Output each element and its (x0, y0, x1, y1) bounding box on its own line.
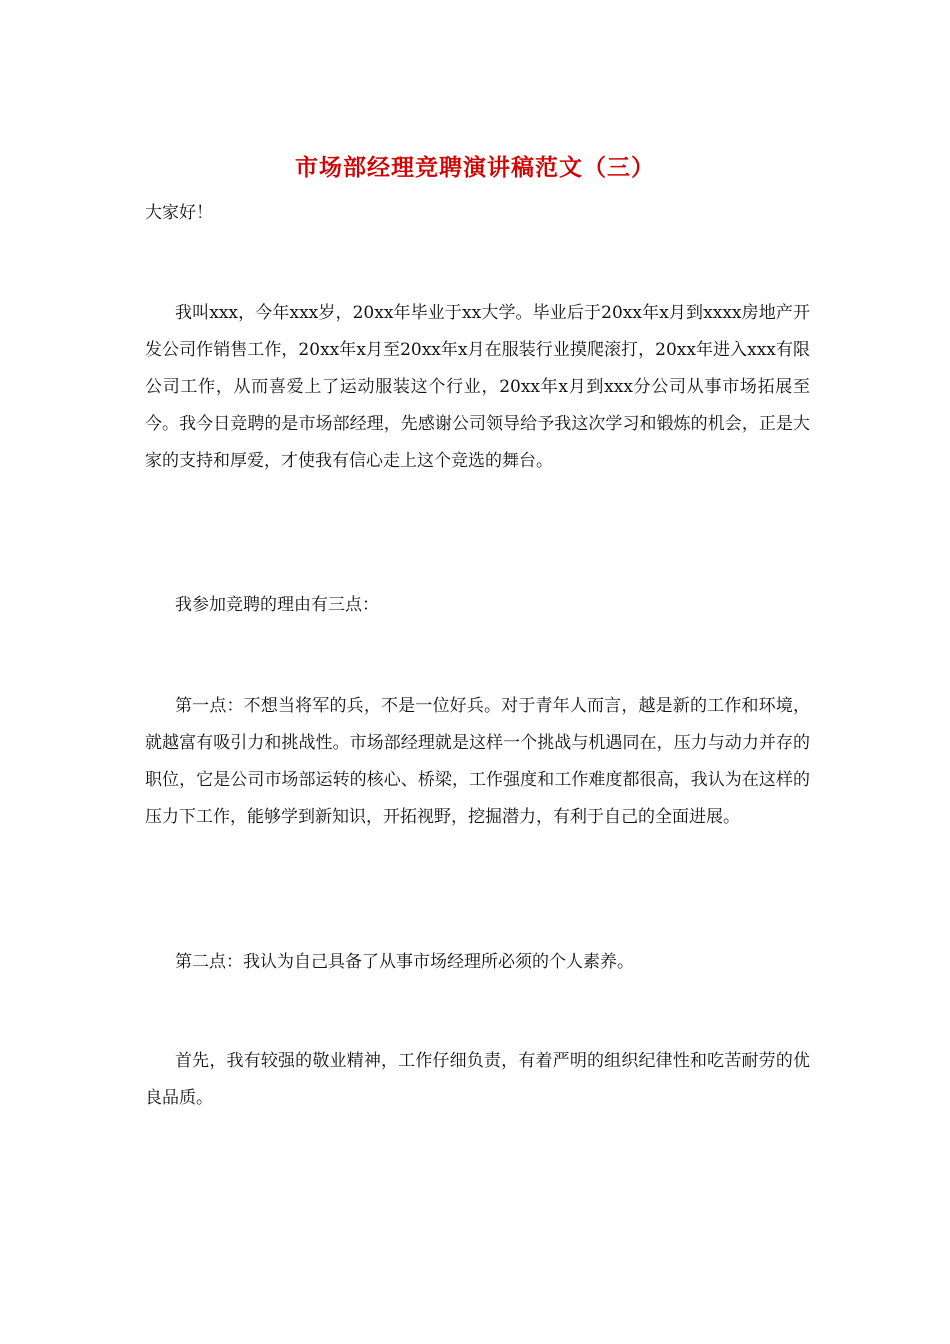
paragraph-reasons-heading: 我参加竞聘的理由有三点： (175, 595, 379, 615)
document-title: 市场部经理竞聘演讲稿范文（三） (295, 154, 655, 181)
paragraph-first-quality: 首先，我有较强的敬业精神，工作仔细负责，有着严明的组织纪律性和吃苦耐劳的优良品质。 (145, 1051, 810, 1108)
paragraph-intro: 我叫xxx，今年xxx岁，20xx年毕业于xx大学。毕业后于20xx年x月到xxxx房地产开发公司作销售工作，20xx年x月至20xx年x月在服装行业摸爬滚打，20xx年进入xxx有限公司工作，从而喜爱上了运动服装这个行业，20xx年x月到xxx分公司从事市场拓展至今。我今日竞聘的是市场部经理，先感谢公司领导给予我这次学习和锻炼的机会，正是大家的支持和厚爱，才使我有信心走上这个竞选的舞台。 (145, 303, 810, 471)
paragraph-point-two: 第二点：我认为自己具备了从事市场经理所必须的个人素养。 (175, 952, 634, 972)
paragraph-point-one: 第一点：不想当将军的兵，不是一位好兵。对于青年人而言，越是新的工作和环境，就越富有吸引力和挑战性。市场部经理就是这样一个挑战与机遇同在，压力与动力并存的职位，它是公司市场部运转的核心、桥梁，工作强度和工作难度都很高，我认为在这样的压力下工作，能够学到新知识，开拓视野，挖掘潜力，有利于自己的全面进展。 (145, 696, 810, 827)
greeting-text: 大家好！ (145, 203, 213, 223)
